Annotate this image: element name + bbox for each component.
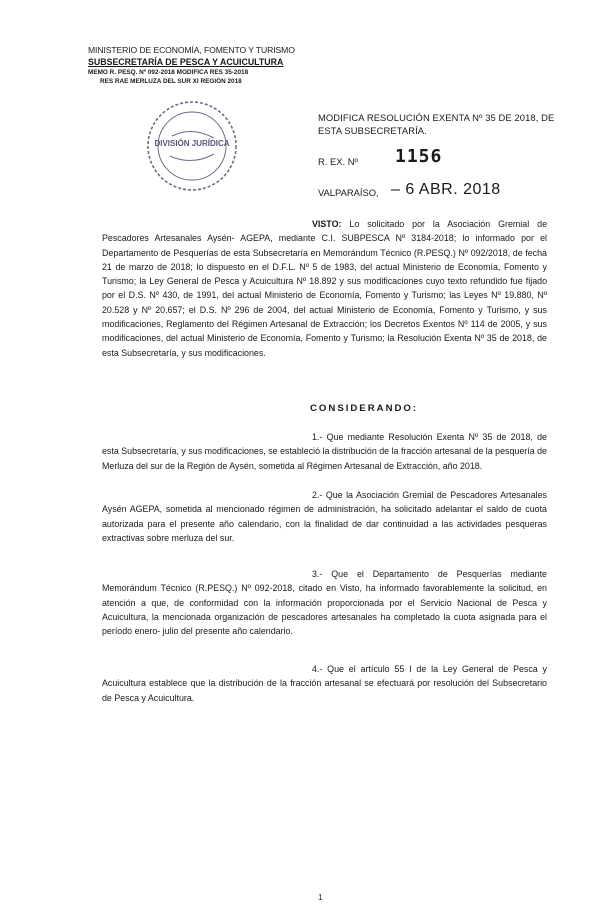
considerando-point-3: 3.- Que el Departamento de Pesquerías mediante Memorándum Técnico (R.PESQ.) Nº 092-2018, citado en Visto, ha informado favorablemente la solicitud, en atención a que, de conformidad con la información proporcionada por el Servicio Nacional de Pesca y Acuicultura, la mencionada organización de pescadores artesanales ha completado la cuota asignada para el período enero- julio del presente año calendario. [102,569,547,637]
valparaiso-label: VALPARAÍSO, [318,187,379,198]
visto-text: Lo solicitado por la Asociación Gremial de Pescadores Artesanales Aysén- AGEPA, mediante C.I. SUBPESCA Nº 3184-2018; lo informado por el Departamento de Pesquerías de esta Subsecretaría en Memorándum Técnico (R.PESQ.) Nº 092/2018, de fecha 21 de marzo de 2018; lo dispuesto en el D.F.L. Nº 5 de 1983, del actual Ministerio de Economía, Fomento y Turismo; la Ley General de Pesca y Acuicultura Nº 18.892 y sus modificaciones cuyo texto refundido fue fijado por el D.S. Nº 430, de 1991, del actual Ministerio de Economía, Fomento y Turismo; las Leyes Nº 19.880, Nº 20.528 y Nº 20.657; el D.S. Nº 296 de 2004, del actual Ministerio de Economía, Fomento y Turismo, y sus modificaciones, Reglamento del Régimen Artesanal de Extracción; los Decretos Exentos Nº 114 de 2005, y sus modificaciones, del actual Ministerio de Economía, Fomento y Turismo; la Resolución Exenta Nº 35 de 2018, de esta Subsecretaría, y sus modificaciones. [102,219,547,358]
visto-paragraph [102,217,547,360]
stamp-seal-icon [142,96,242,196]
visto-label: VISTO: [312,219,342,229]
division-juridica-stamp [142,96,242,196]
letterhead [88,45,318,86]
considerando-point-4: 4.- Que el artículo 55 I de la Ley General de Pesca y Acuicultura establece que la distribución de la fracción artesanal se efectuará por resolución del Subsecretario de Pesca y Acuicultura. [102,664,547,703]
subsecretariat-name: SUBSECRETARÍA DE PESCA Y ACUICULTURA [88,57,284,67]
resolution-reference: RES RAE MERLUZA DEL SUR XI REGIÓN 2018 [100,78,242,85]
considerando-heading: CONSIDERANDO: [310,403,419,414]
memo-reference: MEMO R. PESQ. Nº 092-2018 MODIFICA RES 35-2018 [88,69,249,76]
rex-number: 1156 [395,146,443,167]
resolution-title: MODIFICA RESOLUCIÓN EXENTA Nº 35 DE 2018, DE ESTA SUBSECRETARÍA. [318,112,555,136]
ministry-name: MINISTERIO DE ECONOMÍA, FOMENTO Y TURISMO [88,45,295,55]
considerando-point-2: 2.- Que la Asociación Gremial de Pescadores Artesanales Aysén AGEPA, sometida al mencionado régimen de administración, ha solicitado adelantar el saldo de cuota autorizada para el presente año calendario, con la finalidad de dar continuidad a las actividades pesqueras extractivas sobre merluza del sur. [102,490,547,543]
rex-label: R. EX. Nº [318,156,358,167]
resolution-date: – 6 ABR. 2018 [391,181,501,198]
page-number: 1 [318,893,323,902]
stamp-text: DIVISIÓN JURÍDICA [154,139,230,148]
considerando-point-1: 1.- Que mediante Resolución Exenta Nº 35 de 2018, de esta Subsecretaría, y sus modificaciones, se estableció la distribución de la fracción artesanal de la pesquería de Merluza del sur de la Región de Aysén, sometida al Régimen Artesanal de Extracción, año 2018. [102,432,547,471]
